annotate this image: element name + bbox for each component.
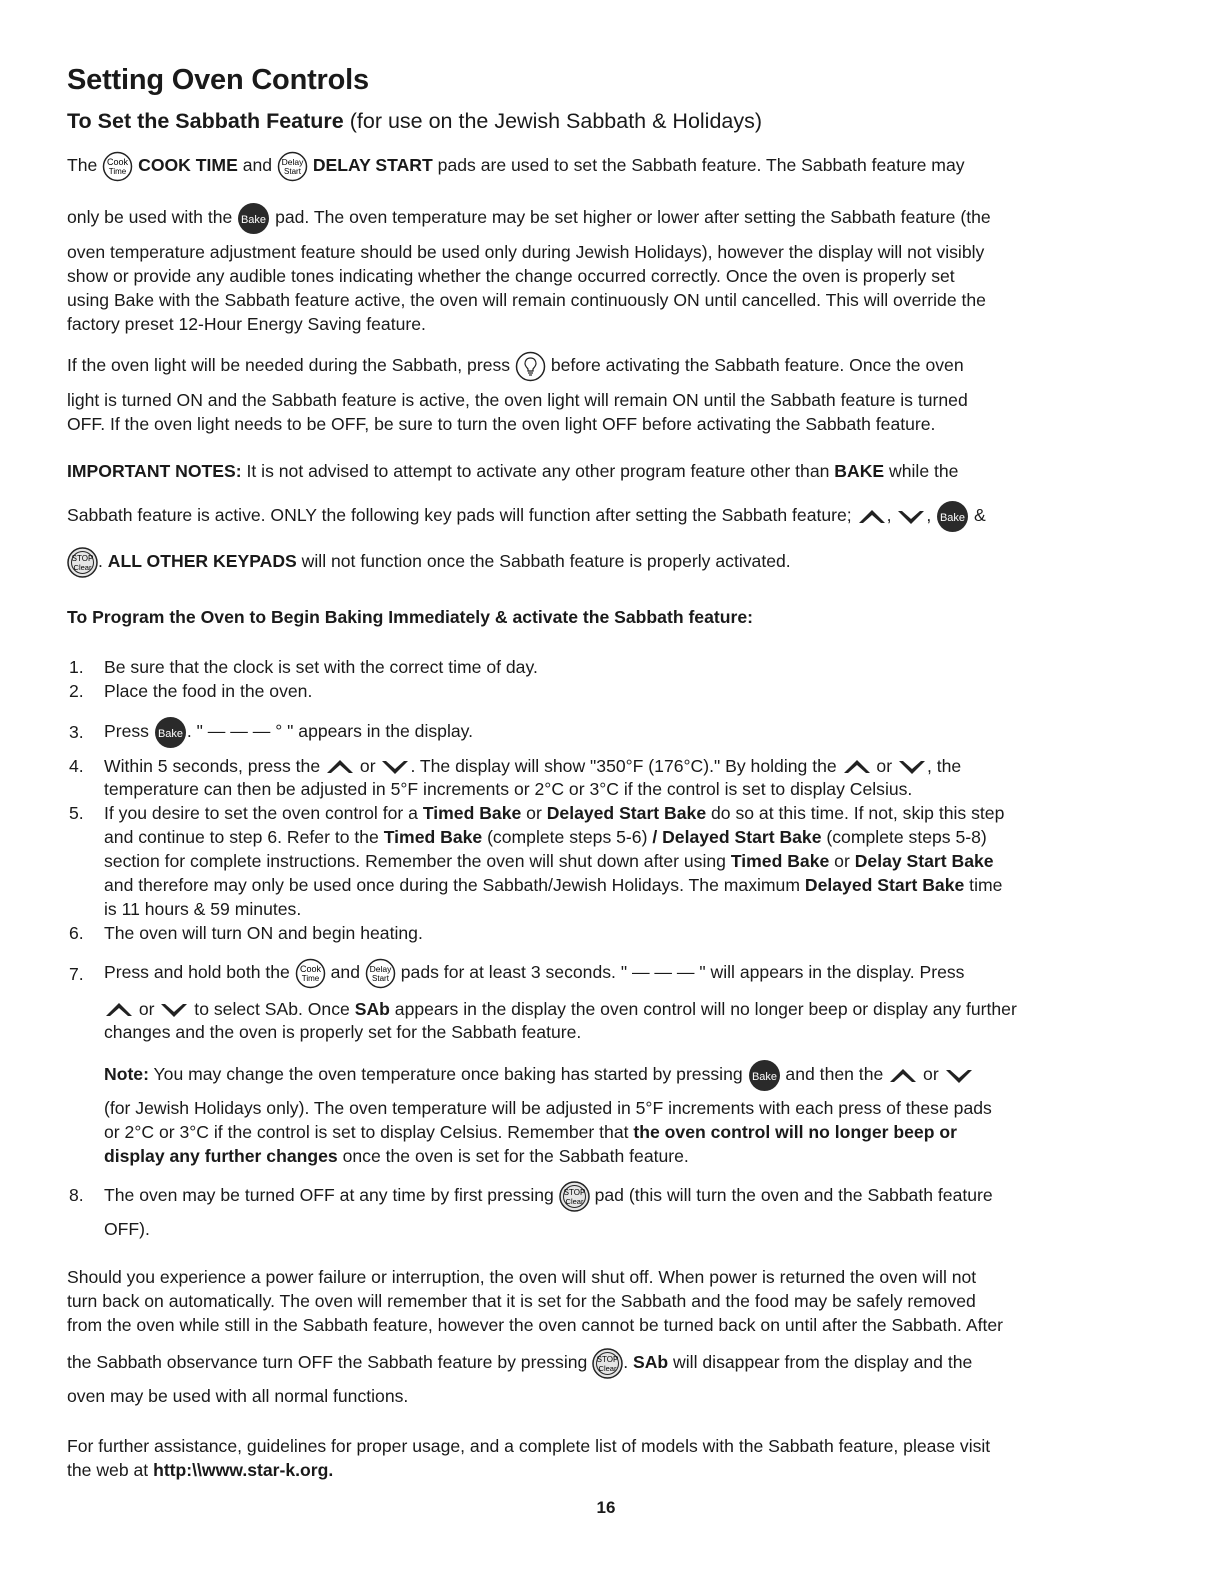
step-5-line-4: and therefore may only be used once during the Sabbath/Jewish Holidays. The maximum Delayed Start Bake time (104, 875, 1003, 895)
step-8-line-1: The oven may be turned OFF at any time by first pressing STOP Clear pad (this will turn the oven and the Sabbath feature (104, 1181, 993, 1212)
footer-line-1: For further assistance, guidelines for proper usage, and a complete list of models with the Sabbath feature, please visit (67, 1436, 991, 1456)
section-title: To Set the Sabbath Feature (for use on the Jewish Sabbath & Holidays) (67, 109, 763, 133)
pad-label: Clear (565, 1197, 584, 1206)
bake-pad-icon (936, 500, 969, 533)
pad-label: Clear (73, 563, 92, 572)
up-arrow-icon (325, 759, 355, 775)
step-number: 8. (69, 1185, 84, 1205)
bake-pad-icon (748, 1059, 781, 1092)
light-pad-icon (515, 351, 546, 382)
pad-label: Bake (157, 728, 183, 740)
light-line-2: light is turned ON and the Sabbath feature is active, the oven light will remain ON until the Sabbath feature is turned (67, 390, 968, 410)
program-subheading: To Program the Oven to Begin Baking Immediately & activate the Sabbath feature: (67, 607, 753, 627)
step-5-line-1: If you desire to set the oven control for a Timed Bake or Delayed Start Bake do so at this time. If not, skip this step (104, 803, 1005, 823)
step-number: 7. (69, 964, 84, 984)
step-number: 5. (69, 803, 84, 823)
pad-label: Cook (299, 964, 321, 974)
step-7-note-line-4: display any further changes once the oven is set for the Sabbath feature. (104, 1146, 689, 1166)
bake-pad-icon (154, 716, 187, 749)
intro-line-4: show or provide any audible tones indicating whether the change occurred correctly. Once the oven is properly set (67, 266, 955, 286)
down-arrow-icon (896, 509, 926, 525)
cook-time-pad-icon (295, 958, 326, 989)
light-line-3: OFF. If the oven light needs to be OFF, be sure to turn the oven light OFF before activating the Sabbath feature. (67, 414, 936, 434)
step-8-line-2: OFF). (104, 1219, 150, 1239)
step-5-line-3: section for complete instructions. Remember the oven will shut down after using Timed Bake or Delay Start Bake (104, 851, 994, 871)
down-arrow-icon (944, 1068, 974, 1084)
step-number: 6. (69, 923, 84, 943)
intro-line-2: only be used with the Bake pad. The oven temperature may be set higher or lower after setting the Sabbath feature (the (67, 202, 991, 235)
pad-label: Start (284, 167, 301, 176)
step-1: Be sure that the clock is set with the correct time of day. (104, 657, 538, 677)
pad-label: STOP (596, 1355, 619, 1364)
intro-line-5: using Bake with the Sabbath feature active, the oven will remain continuously ON until cancelled. This will override the (67, 290, 986, 310)
power-line-1: Should you experience a power failure or interruption, the oven will shut off. When power is returned the oven will not (67, 1267, 977, 1287)
up-arrow-icon (857, 509, 887, 525)
power-line-4: the Sabbath observance turn OFF the Sabbath feature by pressing STOP Clear . SAb will disappear from the display and the (67, 1348, 972, 1379)
pad-label: Cook (107, 157, 129, 167)
delay-start-pad-icon (365, 958, 396, 989)
intro-line-3: oven temperature adjustment feature should be used only during Jewish Holidays), however the display will not visibly (67, 242, 985, 262)
light-line-1: If the oven light will be needed during the Sabbath, press before activating the Sabbath feature. Once the oven (67, 351, 964, 382)
power-line-2: turn back on automatically. The oven will remember that it is set for the Sabbath and the food may be safely removed (67, 1291, 976, 1311)
important-line-3: STOP Clear . ALL OTHER KEYPADS will not function once the Sabbath feature is properly activated. (67, 547, 791, 578)
important-line-2: Sabbath feature is active. ONLY the following key pads will function after setting the Sabbath feature; , , Bake & (67, 500, 986, 533)
cook-time-pad-icon (102, 151, 133, 182)
pad-label: Bake (751, 1071, 777, 1083)
pad-label: Start (371, 974, 389, 983)
step-5-line-5: is 11 hours & 59 minutes. (104, 899, 302, 919)
step-4-line-2: temperature can then be adjusted in 5°F increments or 2°C or 3°C if the control is set to display Celsius. (104, 779, 913, 799)
star-k-link[interactable]: http:\\www.star-k.org. (153, 1460, 334, 1480)
pad-label: STOP (563, 1188, 586, 1197)
up-arrow-icon (842, 759, 872, 775)
pad-label: Time (108, 167, 127, 176)
step-number: 4. (69, 756, 84, 776)
step-2: Place the food in the oven. (104, 681, 313, 701)
important-line-1: IMPORTANT NOTES: It is not advised to attempt to activate any other program feature other than BAKE while the (67, 461, 959, 481)
step-number: 1. (69, 657, 84, 677)
power-line-5: oven may be used with all normal functions. (67, 1386, 409, 1406)
pad-label: Clear (598, 1364, 617, 1373)
pad-label: Time (301, 974, 319, 983)
up-arrow-icon (104, 1002, 134, 1018)
bake-pad-icon (237, 202, 270, 235)
down-arrow-icon (897, 759, 927, 775)
power-line-3: from the oven while still in the Sabbath feature, however the oven cannot be turned back on until after the Sabbath. After (67, 1315, 1003, 1335)
step-7-line-2: or to select SAb. Once SAb appears in the display the oven control will no longer beep or display any further (104, 997, 1017, 1021)
step-number: 2. (69, 681, 84, 701)
pad-label: Bake (940, 512, 966, 524)
step-7-line-3: changes and the oven is properly set for the Sabbath feature. (104, 1022, 582, 1042)
step-number: 3. (69, 722, 84, 742)
down-arrow-icon (159, 1002, 189, 1018)
step-5-line-2: and continue to step 6. Refer to the Timed Bake (complete steps 5-6) / Delayed Start Bake (complete steps 5-8) (104, 827, 987, 847)
page-title: Setting Oven Controls (67, 64, 369, 96)
pad-label: STOP (71, 554, 94, 563)
step-7-note-line-3: or 2°C or 3°C if the control is set to display Celsius. Remember that the oven control will no longer beep or (104, 1122, 957, 1142)
page-number: 16 (596, 1498, 616, 1517)
delay-start-pad-icon (277, 151, 308, 182)
pad-label: Delay (369, 964, 392, 974)
up-arrow-icon (888, 1068, 918, 1084)
step-3: Press Bake . " — — — ° " appears in the display. (104, 716, 473, 749)
step-7-note-line-1: Note: You may change the oven temperature once baking has started by pressing Bake and then the or (104, 1059, 974, 1092)
intro-line-6: factory preset 12-Hour Energy Saving feature. (67, 314, 426, 334)
down-arrow-icon (380, 759, 410, 775)
intro-line-1: The Cook Time COOK TIME and Delay Start DELAY START pads are used to set the Sabbath feature. The Sabbath feature may (67, 151, 965, 182)
stop-clear-pad-icon (67, 547, 98, 578)
pad-label: Delay (281, 157, 304, 167)
step-7-line-1: Press and hold both the Cook Time and Delay Start pads for at least 3 seconds. " — — — " will appears in the display. Press (104, 958, 964, 989)
step-4-line-1: Within 5 seconds, press the or . The display will show "350°F (176°C)." By holding the or , the (104, 756, 962, 776)
stop-clear-pad-icon (592, 1348, 623, 1379)
step-7-note-line-2: (for Jewish Holidays only). The oven temperature will be adjusted in 5°F increments with each press of these pads (104, 1098, 992, 1118)
footer-line-2: the web at http:\\www.star-k.org. (67, 1460, 334, 1480)
stop-clear-pad-icon (559, 1181, 590, 1212)
pad-label: Bake (241, 214, 267, 226)
step-6: The oven will turn ON and begin heating. (104, 923, 423, 943)
